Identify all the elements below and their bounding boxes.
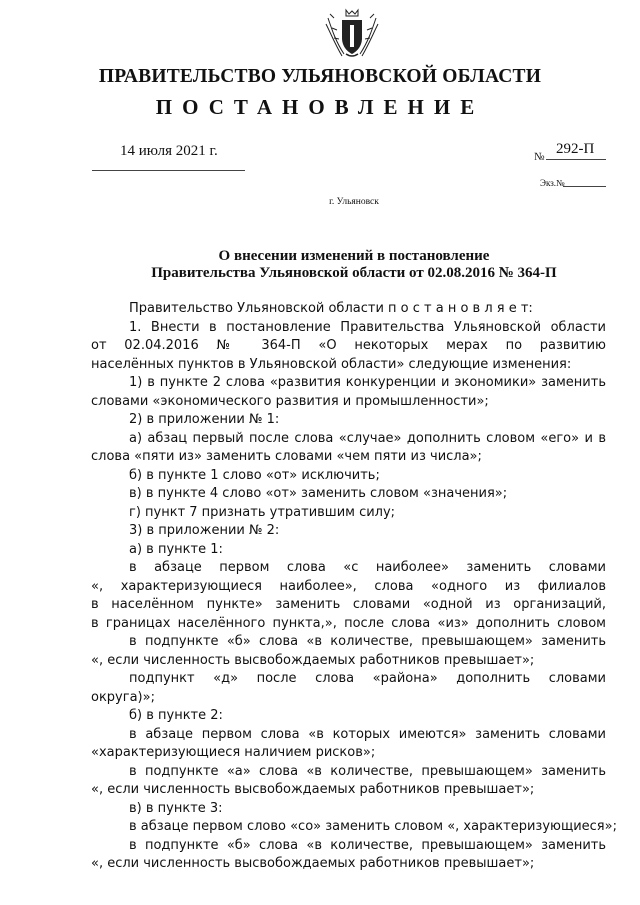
- body-line: в абзаце первом слово «со» заменить словом «, характеризующиеся»;: [129, 819, 617, 834]
- body-line: округа)»;: [91, 689, 155, 705]
- body-line: в населённом пункте» заменить словами «одной из организаций,: [91, 597, 606, 612]
- body-line: «, если численность высвобождаемых работников превышает»;: [91, 652, 535, 668]
- body-line: в подпункте «б» слова «в количестве, превышающем» заменить: [129, 837, 606, 853]
- document-type: ПОСТАНОВЛЕНИЕ: [155, 95, 485, 119]
- date-underline: [92, 170, 245, 171]
- title-line-2: Правительства Ульяновской области от 02.08.2016 № 364-П: [151, 265, 557, 281]
- body-line: б) в пункте 1 слово «от» исключить;: [129, 467, 380, 483]
- body-line: 1. Внести в постановление Правительства Ульяновской области: [129, 319, 606, 335]
- body-line: 1) в пункте 2 слова «развития конкуренции и экономики» заменить: [129, 375, 606, 390]
- body-line: в абзаце первом слова «в которых имеются» заменить словами: [129, 726, 606, 742]
- title-line-1: О внесении изменений в постановление: [218, 248, 490, 264]
- city: г. Ульяновск: [329, 197, 379, 207]
- body-line: словами «экономического развития и промышленности»;: [91, 393, 489, 409]
- copy-number-underline: [563, 186, 606, 187]
- body-line: подпункт «д» после слова «района» дополнить словами: [129, 671, 606, 686]
- body-line: б) в пункте 2:: [129, 708, 223, 723]
- copy-number-label: Экз.№: [540, 178, 565, 188]
- body-line: в границах населённого пункта,», после слова «из» дополнить словом: [91, 615, 606, 631]
- body-line: а) абзац первый после слова «случае» дополнить словом «его» и в: [129, 430, 606, 446]
- body-line: «характеризующиеся наличием рисков»;: [91, 745, 376, 760]
- body-line: 2) в приложении № 1:: [129, 412, 280, 427]
- body-line: населённых пунктов в Ульяновской области» следующие изменения:: [91, 356, 572, 372]
- body-line: «, если численность высвобождаемых работников превышает»;: [91, 782, 535, 797]
- body-line: в) в пункте 3:: [129, 800, 223, 816]
- coat-of-arms-emblem: [322, 8, 382, 62]
- body-line: в) в пункте 4 слово «от» заменить словом «значения»;: [129, 486, 508, 501]
- government-name: ПРАВИТЕЛЬСТВО УЛЬЯНОВСКОЙ ОБЛАСТИ: [98, 66, 542, 87]
- document-title: [0, 248, 640, 282]
- body-line: «, характеризующиеся наиболее», слова «одного из филиалов: [91, 578, 606, 594]
- body-line: в абзаце первом слова «с наиболее» заменить словами: [129, 560, 606, 575]
- document-date: 14 июля 2021 г.: [120, 143, 218, 159]
- number-underline: [546, 159, 606, 160]
- number-label: №: [534, 151, 545, 163]
- body-line: Правительство Ульяновской области п о с т а н о в л я е т:: [129, 301, 533, 316]
- body-line: «, если численность высвобождаемых работников превышает»;: [91, 856, 535, 871]
- body-line: в подпункте «б» слова «в количестве, превышающем» заменить: [129, 634, 606, 649]
- body-line: в подпункте «а» слова «в количестве, превышающем» заменить: [129, 763, 606, 779]
- body-line: г) пункт 7 признать утратившим силу;: [129, 504, 396, 520]
- document-number: 292-П: [556, 141, 595, 157]
- body-line: а) в пункте 1:: [129, 541, 223, 557]
- body-line: 3) в приложении № 2:: [129, 523, 280, 538]
- document-body: [91, 300, 617, 874]
- body-line: слова «пяти из» заменить словами «чем пяти из числа»;: [91, 449, 482, 464]
- body-line: от 02.04.2016 № 364-П «О некоторых мерах по развитию: [91, 338, 606, 353]
